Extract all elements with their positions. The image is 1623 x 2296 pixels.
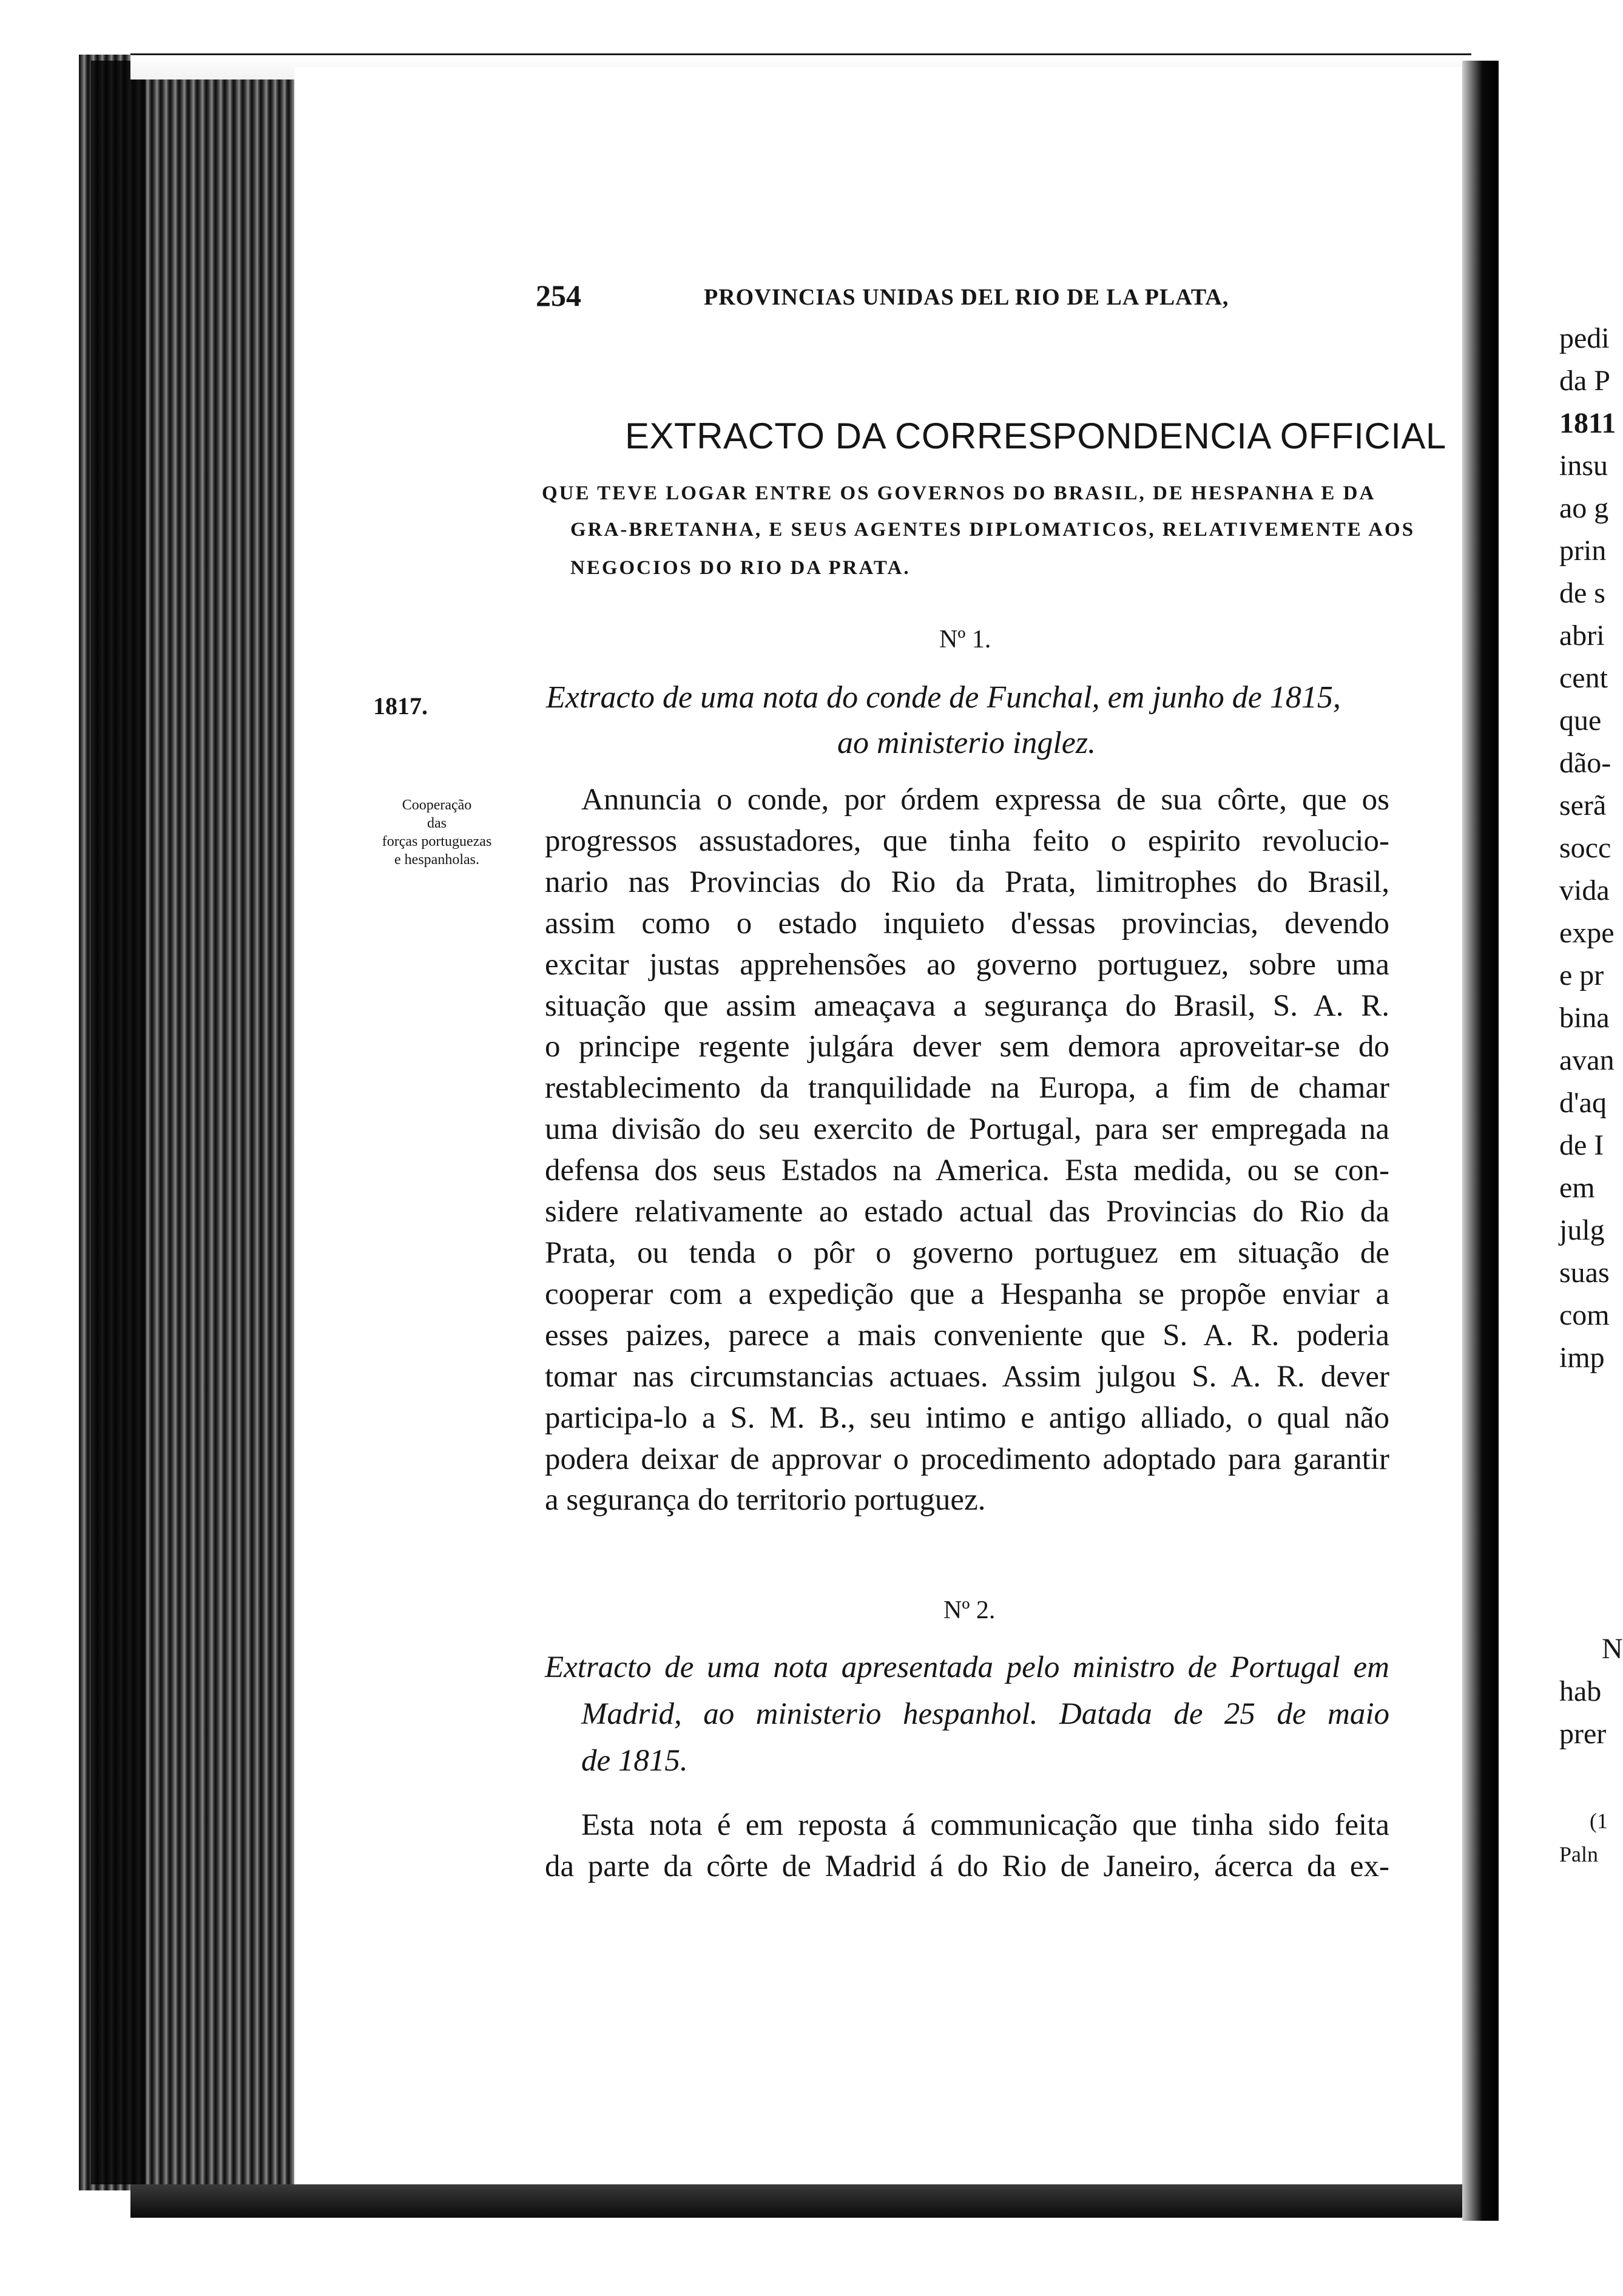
facing-page-line: insu — [1559, 450, 1608, 482]
facing-page-line: avan — [1559, 1044, 1615, 1076]
facing-page-line: imp — [1559, 1342, 1605, 1374]
margin-note-line: e hespanholas. — [394, 852, 479, 868]
body-line: nario nas Provincias do Rio da Prata, limitrophes do Brasil, — [545, 865, 1389, 899]
section-number: Nº 1. — [939, 626, 991, 653]
book-gutter — [1462, 61, 1499, 2221]
facing-page-line: N — [1602, 1633, 1623, 1665]
facing-page-line: e pr — [1559, 959, 1604, 991]
body-paragraph — [545, 780, 1389, 1521]
margin-note-line: forças portuguezas — [382, 834, 492, 849]
extract-heading-line: de 1815. — [581, 1744, 688, 1778]
extract-heading — [545, 1644, 1389, 1784]
facing-page-line: expe — [1559, 917, 1615, 949]
body-line: Prata, ou tenda o pôr o governo portuguez em situação de — [545, 1235, 1389, 1270]
body-line: a segurança do territorio portuguez. — [545, 1483, 986, 1518]
facing-page-line: d'aq — [1559, 1087, 1607, 1119]
margin-year: 1817. — [373, 692, 428, 720]
document-subtitle-line: GRA-BRETANHA, E SEUS AGENTES DIPLOMATICOS, RELATIVEMENTE AOS — [570, 519, 1415, 541]
body-line: progressos assustadores, que tinha feito o espirito revolucio- — [545, 823, 1389, 858]
facing-page-line: bina — [1559, 1002, 1610, 1034]
body-line: podera deixar de approvar o procedimento adoptado para garantir — [545, 1442, 1389, 1476]
document-title: EXTRACTO DA CORRESPONDENCIA OFFICIAL — [625, 416, 1446, 456]
body-line: da parte da côrte de Madrid á do Rio de Janeiro, ácerca da ex- — [545, 1849, 1389, 1883]
body-line: restablecimento da tranquilidade na Europa, a fim de chamar — [545, 1071, 1389, 1106]
book-bottom-edge — [130, 2184, 1483, 2218]
document-subtitle-line: NEGOCIOS DO RIO DA PRATA. — [570, 557, 911, 579]
body-line: uma divisão do seu exercito de Portugal, para ser empregada na — [545, 1112, 1389, 1147]
facing-page-line: pedi — [1559, 322, 1610, 354]
margin-note-line: Cooperação — [402, 797, 472, 813]
facing-page-line: suas — [1559, 1257, 1610, 1289]
extract-heading-line: Extracto de uma nota do conde de Funchal, em junho de 1815, — [546, 680, 1341, 715]
body-line: assim como o estado inquieto d'essas provincias, devendo — [545, 906, 1389, 940]
body-line: Esta nota é em reposta á communicação que tinha sido feita — [581, 1808, 1389, 1842]
facing-page-line: que — [1559, 704, 1602, 737]
facing-page-line: abri — [1559, 620, 1605, 652]
section-number: Nº 2. — [943, 1596, 996, 1624]
running-header: PROVINCIAS UNIDAS DEL RIO DE LA PLATA, — [704, 285, 1229, 310]
facing-page-line: ao g — [1559, 492, 1609, 524]
body-paragraph — [545, 1805, 1389, 1888]
margin-note-line: das — [427, 815, 447, 831]
margin-note — [364, 796, 510, 869]
book-cover-shadow — [91, 61, 146, 2184]
facing-page-footnote: (1 — [1590, 1809, 1608, 1833]
body-line: esses paizes, parece a mais conveniente que S. A. R. poderia — [545, 1318, 1389, 1352]
facing-page-line: de s — [1559, 577, 1605, 609]
facing-page-line: prin — [1559, 535, 1607, 567]
body-line: Annuncia o conde, por órdem expressa de sua côrte, que os — [581, 783, 1389, 817]
facing-page-footnote: Paln — [1559, 1842, 1599, 1866]
extract-heading-line: Extracto de uma nota apresentada pelo ministro de Portugal em — [545, 1650, 1389, 1684]
body-line: excitar justas apprehensões ao governo portuguez, sobre uma — [545, 947, 1389, 982]
body-line: cooperar com a expedição que a Hespanha se propõe enviar a — [545, 1277, 1389, 1311]
extract-heading-line: Madrid, ao ministerio hespanhol. Datada de 25 de maio — [581, 1697, 1389, 1731]
facing-page-line: de I — [1559, 1129, 1604, 1161]
facing-page-line: hab — [1559, 1675, 1602, 1707]
facing-page-line: em — [1559, 1172, 1595, 1204]
document-subtitle-line: QUE TEVE LOGAR ENTRE OS GOVERNOS DO BRASIL, DE HESPANHA E DA — [542, 482, 1376, 504]
facing-page-line: serã — [1559, 789, 1607, 822]
body-line: situação que assim ameaçava a segurança do Brasil, S. A. R. — [545, 988, 1389, 1023]
facing-page — [1499, 61, 1623, 2221]
facing-page-line: 1811 — [1559, 407, 1616, 439]
page-number: 254 — [536, 279, 581, 312]
extract-heading-line: ao ministerio inglez. — [837, 726, 1096, 760]
facing-page-line: prer — [1559, 1718, 1607, 1750]
facing-page-line: com — [1559, 1299, 1610, 1331]
body-line: defensa dos seus Estados na America. Esta medida, ou se con- — [545, 1153, 1389, 1188]
facing-page-line: vida — [1559, 874, 1610, 907]
body-line: o principe regente julgára dever sem demora aproveitar-se do — [545, 1030, 1389, 1064]
facing-page-line: da P — [1559, 365, 1610, 397]
body-line: tomar nas circumstancias actuaes. Assim julgou S. A. R. dever — [545, 1359, 1389, 1394]
facing-page-line: cent — [1559, 662, 1608, 694]
facing-page-line: dão- — [1559, 747, 1611, 779]
body-line: sidere relativamente ao estado actual das Provincias do Rio da — [545, 1195, 1389, 1229]
facing-page-line: socc — [1559, 832, 1611, 864]
facing-page-line: julg — [1559, 1214, 1605, 1246]
body-line: participa-lo a S. M. B., seu intimo e antigo alliado, o qual não — [545, 1400, 1389, 1435]
